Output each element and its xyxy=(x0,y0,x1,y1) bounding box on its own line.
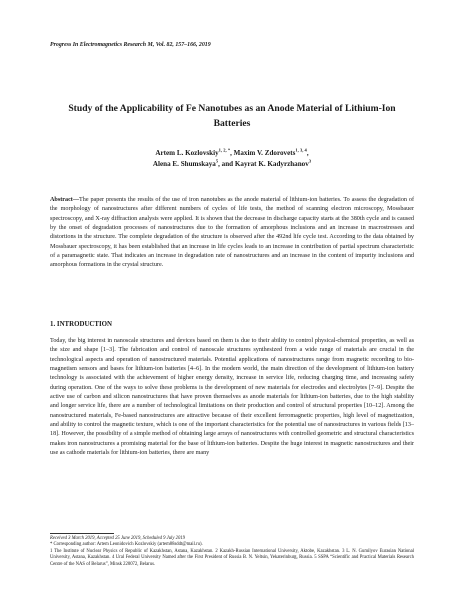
section-heading: 1. INTRODUCTION xyxy=(50,321,113,328)
abstract xyxy=(50,196,414,271)
author-list: Artem L. Kozlovskiy$^{1, 2, *}$, Maxim V. Zdorovets$^{1, 3, 4}$, Alena E. Shumskaya$^5$, and Kayrat K. Kadyrzhanov$^3$ xyxy=(152,147,312,168)
footnote-divider xyxy=(50,533,114,534)
introduction-text: Today, the big interest in nanoscale structures and devices based on them is due to their ability to control physical-chemical properties, as well as the size and shape [1–3]. The fabrication and control of nanoscale structures synthesized from a wide range of materials are crucial in the technological aspects and operation of nanostructured materials. Potential applications of nanostructures range from magnetic recording to bio-magnetism sensors and bases for lithium-ion batteries [4–6]. In the modern world, the main direction of the development of lithium-ion battery technology is associated with the achievement of higher energy density, increase in service life, reducing charging time, and increasing safety during operation. One of the ways to solve these problems is the development of new materials for electrodes and electrolytes [7–9]. Despite the active use of carbon and silicon nanostructures that have proven themselves as anode materials for lithium-ion batteries, due to the high stability and longer service life, there are a number of technological limitations on their production and control of structural properties [10–12]. Among the nanostructured materials, Fe-based nanostructures are attractive because of their excellent ferromagnetic properties, high level of magnetization, and ability to control the magnetic texture, which is one of the important characteristics for the potential use of nanostructures in various fields [13–18]. However, the possibility of a simple method of obtaining large arrays of nanostructures with controlled geometric and structural characteristics makes iron nanostructures a promising material for the base of lithium-ion batteries. Despite the huge interest in magnetic nanostructures and their use as cathode materials for lithium-ion batteries, there are many xyxy=(50,338,414,457)
abstract-text: The paper presents the results of the use of iron nanotubes as the anode material of lithium-ion batteries. To assess the degradation of the morphology of nanostructures after different numbers of cycles of life tests, the method of scanning electron microscopy, Mossbauer spectroscopy, and X-ray diffraction analysis were applied. It is shown that the decrease in discharge capacity starts at the 380th cycle and is caused by the onset of degradation processes of nanostructures due to the formation of amorphous inclusions and an increase in macrostresses and distortions in the structure. The complete degradation of the structure is observed after the 492nd life cycle test. According to the data obtained by Mossbauer spectroscopy, it has been established that an increase in life cycles leads to an increase in contribution of partial spectrum characteristic of a paramagnetic state. That indicates an increase in degradation rate of nanostructures and an increase in the content of impurity inclusions and amorphous formations in the crystal structure. xyxy=(50,197,414,269)
author-affiliation-marker: 5 xyxy=(215,158,219,164)
received-dates: Received 3 March 2019, Accepted 25 June 2019, Scheduled 9 July 2019 xyxy=(50,536,185,541)
author-name: Alena E. Shumskaya xyxy=(152,159,216,168)
footnotes xyxy=(50,536,414,568)
affiliations: 1 The Institute of Nuclear Physics of Republic of Kazakhstan, Astana, Kazakhstan. 2 Kazakh-Russian International University, Aktobe, Kazakhstan. 3 L. N. Gumilyov Eurasian National University, Astana, Kazakhstan. 4 Ural Federal University Named after the First President of Russia B. N. Yeltsin, Yekaterinburg, Russia. 5 SSPA “Scientific and Practical Materials Research Centre of the NAS of Belarus”, Minsk 220072, Belarus. xyxy=(50,548,414,567)
author-name: Maxim V. Zdorovets xyxy=(233,149,296,157)
abstract-label: Abstract— xyxy=(50,197,79,203)
author-name: Artem L. Kozlovskiy xyxy=(155,149,219,157)
paper-title: Study of the Applicability of Fe Nanotubes as an Anode Material of Lithium-Ion Batteries xyxy=(68,103,396,129)
author-affiliation-marker: 1, 3, 4 xyxy=(295,147,307,153)
journal-header: Progress In Electromagnetics Research M, Vol. 82, 157–166, 2019 xyxy=(50,42,211,48)
author-affiliation-marker: 3 xyxy=(308,158,312,164)
corresponding-author: * Corresponding author: Artem Leonidovich Kozlovskiy (artem88sddt@mail.ru). xyxy=(50,542,203,548)
author-name: Kayrat K. Kadyrzhanov xyxy=(234,159,309,168)
author-affiliation-marker: 1, 2, * xyxy=(218,147,231,153)
